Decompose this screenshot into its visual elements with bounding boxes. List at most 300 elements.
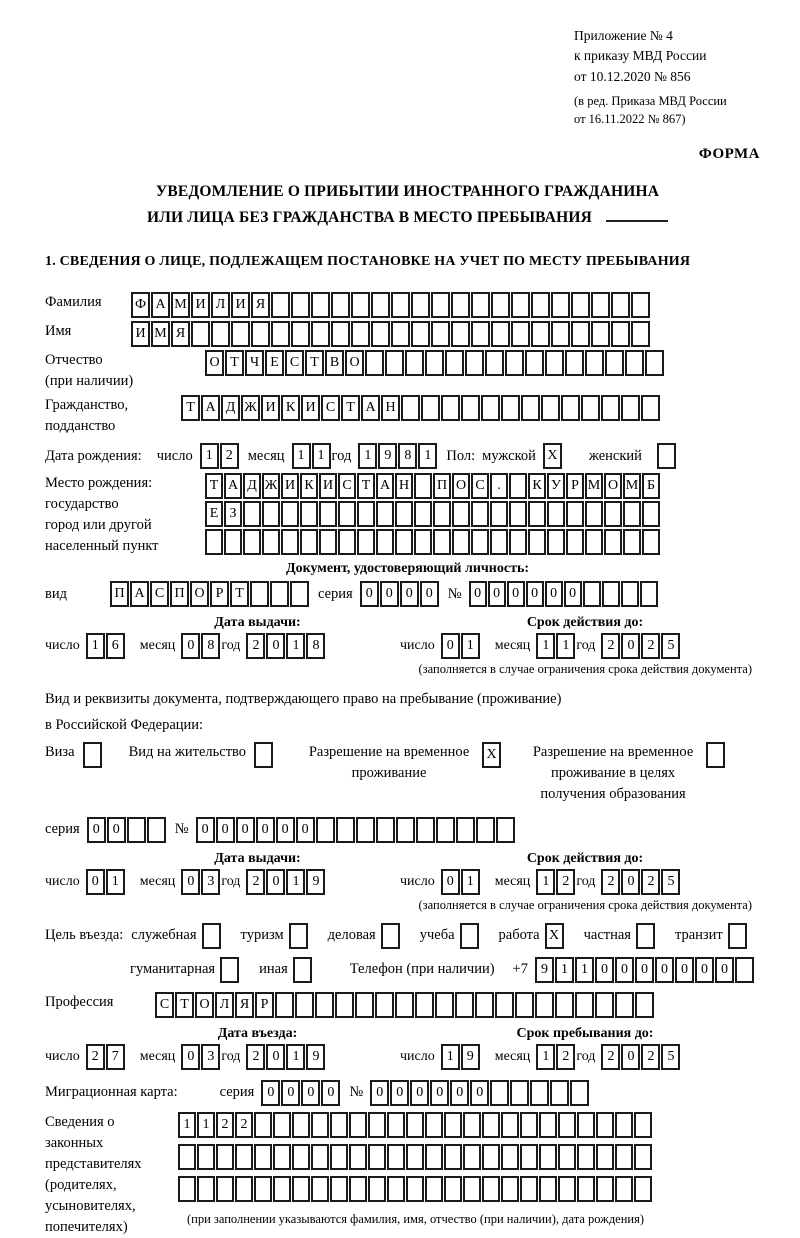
form-cell[interactable] <box>254 1176 272 1202</box>
form-cell[interactable] <box>465 350 484 376</box>
form-cell[interactable] <box>550 1080 569 1106</box>
form-cell[interactable]: 2 <box>601 633 620 659</box>
form-cell[interactable] <box>435 992 454 1018</box>
form-cell[interactable] <box>83 742 102 768</box>
migration-seriya-cells[interactable] <box>261 1080 341 1106</box>
form-cell[interactable] <box>178 1176 196 1202</box>
form-cell[interactable] <box>461 395 480 421</box>
form-cell[interactable] <box>510 1080 529 1106</box>
form-cell[interactable] <box>565 350 584 376</box>
form-cell[interactable] <box>441 395 460 421</box>
form-cell[interactable] <box>433 529 451 555</box>
form-cell[interactable] <box>293 957 312 983</box>
form-cell[interactable] <box>251 321 270 347</box>
form-cell[interactable]: Я <box>251 292 270 318</box>
form-cell[interactable]: 0 <box>301 1080 320 1106</box>
form-cell[interactable] <box>444 1176 462 1202</box>
form-cell[interactable]: 1 <box>536 869 555 895</box>
purpose-chastnaya-checkbox[interactable] <box>636 923 660 949</box>
form-cell[interactable] <box>368 1112 386 1138</box>
res-issue-month-cells[interactable] <box>181 869 221 895</box>
form-cell[interactable] <box>178 1144 196 1170</box>
form-cell[interactable] <box>520 1112 538 1138</box>
form-cell[interactable]: 0 <box>261 1080 280 1106</box>
form-cell[interactable]: 0 <box>488 581 506 607</box>
form-cell[interactable] <box>351 292 370 318</box>
form-cell[interactable] <box>425 1112 443 1138</box>
form-cell[interactable] <box>615 992 634 1018</box>
form-cell[interactable]: И <box>191 292 210 318</box>
form-cell[interactable]: Т <box>230 581 249 607</box>
form-cell[interactable] <box>243 529 261 555</box>
citizenship-cells[interactable] <box>181 395 661 421</box>
form-cell[interactable] <box>566 529 584 555</box>
form-cell[interactable] <box>471 292 490 318</box>
form-cell[interactable] <box>631 321 650 347</box>
stay-year-cells[interactable] <box>601 1044 681 1070</box>
form-cell[interactable] <box>433 501 451 527</box>
form-cell[interactable] <box>509 473 527 499</box>
form-cell[interactable]: К <box>281 395 300 421</box>
form-cell[interactable]: З <box>224 501 242 527</box>
form-cell[interactable]: 0 <box>236 817 255 843</box>
form-cell[interactable]: 1 <box>200 443 219 469</box>
form-cell[interactable]: 0 <box>181 869 200 895</box>
form-cell[interactable]: 0 <box>181 633 200 659</box>
form-cell[interactable] <box>414 529 432 555</box>
form-cell[interactable] <box>471 321 490 347</box>
form-cell[interactable]: 0 <box>430 1080 449 1106</box>
form-cell[interactable] <box>338 529 356 555</box>
birthplace-cells-row3[interactable] <box>205 529 661 555</box>
form-cell[interactable]: И <box>261 395 280 421</box>
form-cell[interactable]: 0 <box>181 1044 200 1070</box>
form-cell[interactable] <box>611 292 630 318</box>
form-cell[interactable] <box>539 1176 557 1202</box>
form-cell[interactable] <box>558 1144 576 1170</box>
form-cell[interactable] <box>634 1144 652 1170</box>
form-cell[interactable] <box>281 529 299 555</box>
form-cell[interactable]: И <box>319 473 337 499</box>
form-cell[interactable] <box>262 529 280 555</box>
form-cell[interactable] <box>220 957 239 983</box>
form-cell[interactable]: 1 <box>536 633 555 659</box>
form-cell[interactable] <box>319 529 337 555</box>
form-cell[interactable]: 1 <box>86 633 105 659</box>
form-cell[interactable] <box>482 1144 500 1170</box>
form-cell[interactable] <box>395 992 414 1018</box>
form-cell[interactable]: 0 <box>400 581 419 607</box>
form-cell[interactable] <box>451 292 470 318</box>
form-cell[interactable] <box>291 321 310 347</box>
form-cell[interactable]: А <box>361 395 380 421</box>
form-cell[interactable]: 2 <box>641 633 660 659</box>
form-cell[interactable]: 0 <box>526 581 544 607</box>
birth-day-cells[interactable] <box>200 443 240 469</box>
form-cell[interactable]: 5 <box>661 869 680 895</box>
form-cell[interactable] <box>511 321 530 347</box>
form-cell[interactable] <box>706 742 725 768</box>
form-cell[interactable] <box>127 817 146 843</box>
form-cell[interactable] <box>735 957 754 983</box>
form-cell[interactable] <box>471 501 489 527</box>
form-cell[interactable]: 0 <box>564 581 582 607</box>
form-cell[interactable] <box>555 992 574 1018</box>
form-cell[interactable]: 1 <box>286 633 305 659</box>
form-cell[interactable]: 2 <box>601 869 620 895</box>
form-cell[interactable]: Ч <box>245 350 264 376</box>
form-cell[interactable]: А <box>224 473 242 499</box>
form-cell[interactable]: О <box>190 581 209 607</box>
form-cell[interactable] <box>625 350 644 376</box>
form-cell[interactable] <box>381 923 400 949</box>
form-cell[interactable]: Т <box>341 395 360 421</box>
form-cell[interactable]: 1 <box>536 1044 555 1070</box>
patronymic-cells[interactable] <box>205 350 665 376</box>
form-cell[interactable] <box>520 1176 538 1202</box>
form-cell[interactable]: В <box>325 350 344 376</box>
form-cell[interactable] <box>371 321 390 347</box>
form-cell[interactable]: 3 <box>201 869 220 895</box>
form-cell[interactable] <box>349 1176 367 1202</box>
form-cell[interactable] <box>547 529 565 555</box>
form-cell[interactable]: 0 <box>595 957 614 983</box>
form-cell[interactable] <box>547 501 565 527</box>
form-cell[interactable]: 0 <box>470 1080 489 1106</box>
form-cell[interactable] <box>290 581 309 607</box>
form-cell[interactable] <box>273 1176 291 1202</box>
form-cell[interactable]: 1 <box>575 957 594 983</box>
form-cell[interactable] <box>311 1176 329 1202</box>
form-cell[interactable] <box>481 395 500 421</box>
form-cell[interactable] <box>416 817 435 843</box>
form-cell[interactable] <box>224 529 242 555</box>
form-cell[interactable] <box>604 501 622 527</box>
purpose-ucheba-checkbox[interactable] <box>460 923 484 949</box>
form-cell[interactable] <box>631 292 650 318</box>
form-cell[interactable] <box>501 1176 519 1202</box>
form-cell[interactable]: 0 <box>621 869 640 895</box>
form-cell[interactable]: 1 <box>556 633 575 659</box>
form-cell[interactable]: О <box>195 992 214 1018</box>
form-cell[interactable] <box>254 1112 272 1138</box>
form-cell[interactable] <box>391 292 410 318</box>
form-cell[interactable] <box>406 1176 424 1202</box>
form-cell[interactable]: 0 <box>621 1044 640 1070</box>
form-cell[interactable] <box>391 321 410 347</box>
form-cell[interactable] <box>490 529 508 555</box>
form-cell[interactable]: М <box>585 473 603 499</box>
form-cell[interactable] <box>634 1176 652 1202</box>
form-cell[interactable] <box>292 1144 310 1170</box>
form-cell[interactable]: Я <box>235 992 254 1018</box>
form-cell[interactable]: Р <box>566 473 584 499</box>
form-cell[interactable]: 1 <box>312 443 331 469</box>
form-cell[interactable] <box>376 817 395 843</box>
form-cell[interactable]: 0 <box>615 957 634 983</box>
form-cell[interactable] <box>635 992 654 1018</box>
form-cell[interactable] <box>411 321 430 347</box>
form-cell[interactable] <box>585 529 603 555</box>
form-cell[interactable]: 2 <box>246 633 265 659</box>
form-cell[interactable]: О <box>604 473 622 499</box>
purpose-rabota-checkbox[interactable] <box>545 923 569 949</box>
form-cell[interactable] <box>531 292 550 318</box>
form-cell[interactable] <box>482 1112 500 1138</box>
res-valid-day-cells[interactable] <box>441 869 481 895</box>
form-cell[interactable] <box>254 1144 272 1170</box>
form-cell[interactable] <box>585 501 603 527</box>
form-cell[interactable] <box>292 1112 310 1138</box>
form-cell[interactable] <box>615 1112 633 1138</box>
form-cell[interactable]: 2 <box>601 1044 620 1070</box>
form-cell[interactable] <box>501 1144 519 1170</box>
valid-day-cells[interactable] <box>441 633 481 659</box>
form-cell[interactable]: М <box>151 321 170 347</box>
form-cell[interactable]: 8 <box>201 633 220 659</box>
form-cell[interactable]: 0 <box>441 633 460 659</box>
form-cell[interactable] <box>431 292 450 318</box>
purpose-turizm-checkbox[interactable] <box>289 923 313 949</box>
form-cell[interactable] <box>401 395 420 421</box>
form-cell[interactable] <box>330 1176 348 1202</box>
form-cell[interactable] <box>615 1176 633 1202</box>
form-cell[interactable] <box>376 501 394 527</box>
form-cell[interactable]: С <box>321 395 340 421</box>
form-cell[interactable]: Т <box>205 473 223 499</box>
form-cell[interactable] <box>452 529 470 555</box>
form-cell[interactable] <box>292 1176 310 1202</box>
sex-female-checkbox[interactable] <box>657 443 677 469</box>
form-cell[interactable] <box>357 501 375 527</box>
form-cell[interactable]: А <box>376 473 394 499</box>
form-cell[interactable]: Т <box>181 395 200 421</box>
valid-month-cells[interactable] <box>536 633 576 659</box>
form-cell[interactable] <box>295 992 314 1018</box>
form-cell[interactable] <box>436 817 455 843</box>
form-cell[interactable]: 9 <box>378 443 397 469</box>
form-cell[interactable]: 9 <box>306 1044 325 1070</box>
form-cell[interactable]: Т <box>305 350 324 376</box>
form-cell[interactable]: 0 <box>675 957 694 983</box>
form-cell[interactable] <box>330 1144 348 1170</box>
form-cell[interactable]: 1 <box>461 869 480 895</box>
res-valid-year-cells[interactable] <box>601 869 681 895</box>
form-cell[interactable] <box>601 395 620 421</box>
form-cell[interactable]: С <box>471 473 489 499</box>
phone-cells[interactable] <box>535 957 755 983</box>
form-cell[interactable] <box>356 817 375 843</box>
doc-seriya-cells[interactable] <box>360 581 440 607</box>
form-cell[interactable]: О <box>345 350 364 376</box>
form-cell[interactable]: 1 <box>555 957 574 983</box>
form-cell[interactable]: 8 <box>398 443 417 469</box>
form-cell[interactable]: Р <box>255 992 274 1018</box>
form-cell[interactable] <box>645 350 664 376</box>
form-cell[interactable]: С <box>155 992 174 1018</box>
form-cell[interactable] <box>211 321 230 347</box>
form-cell[interactable] <box>331 321 350 347</box>
form-cell[interactable] <box>558 1112 576 1138</box>
form-cell[interactable] <box>577 1144 595 1170</box>
form-cell[interactable] <box>596 1144 614 1170</box>
form-cell[interactable]: 0 <box>360 581 379 607</box>
form-cell[interactable]: 0 <box>441 869 460 895</box>
form-cell[interactable] <box>371 292 390 318</box>
form-cell[interactable] <box>456 817 475 843</box>
form-cell[interactable]: 1 <box>441 1044 460 1070</box>
form-cell[interactable]: 2 <box>220 443 239 469</box>
form-cell[interactable] <box>535 992 554 1018</box>
form-cell[interactable] <box>539 1112 557 1138</box>
form-cell[interactable] <box>396 817 415 843</box>
form-cell[interactable] <box>216 1144 234 1170</box>
purpose-sluzhebnaya-checkbox[interactable] <box>202 923 226 949</box>
form-cell[interactable]: И <box>231 292 250 318</box>
form-cell[interactable] <box>611 321 630 347</box>
stay-day-cells[interactable] <box>441 1044 481 1070</box>
form-cell[interactable] <box>271 292 290 318</box>
form-cell[interactable]: 2 <box>86 1044 105 1070</box>
form-cell[interactable] <box>425 350 444 376</box>
form-cell[interactable] <box>460 923 479 949</box>
form-cell[interactable]: 8 <box>306 633 325 659</box>
form-cell[interactable]: Л <box>215 992 234 1018</box>
form-cell[interactable] <box>270 581 289 607</box>
stay-month-cells[interactable] <box>536 1044 576 1070</box>
form-cell[interactable] <box>642 529 660 555</box>
form-cell[interactable] <box>452 501 470 527</box>
res-issue-day-cells[interactable] <box>86 869 126 895</box>
form-cell[interactable] <box>571 321 590 347</box>
form-cell[interactable]: 2 <box>216 1112 234 1138</box>
form-cell[interactable]: 0 <box>635 957 654 983</box>
form-cell[interactable] <box>515 992 534 1018</box>
form-cell[interactable] <box>509 529 527 555</box>
profession-cells[interactable] <box>155 992 655 1018</box>
form-cell[interactable] <box>414 501 432 527</box>
form-cell[interactable]: Т <box>175 992 194 1018</box>
temp-residence-checkbox[interactable] <box>482 742 502 768</box>
form-cell[interactable]: Б <box>642 473 660 499</box>
form-cell[interactable]: 5 <box>661 1044 680 1070</box>
birthplace-cells-row1[interactable] <box>205 473 661 499</box>
form-cell[interactable]: 1 <box>358 443 377 469</box>
form-cell[interactable] <box>728 923 747 949</box>
form-cell[interactable] <box>640 581 658 607</box>
res-valid-month-cells[interactable] <box>536 869 576 895</box>
form-cell[interactable] <box>558 1176 576 1202</box>
form-cell[interactable]: Л <box>211 292 230 318</box>
form-cell[interactable]: И <box>281 473 299 499</box>
form-cell[interactable] <box>387 1144 405 1170</box>
form-cell[interactable] <box>406 1144 424 1170</box>
form-cell[interactable]: 0 <box>216 817 235 843</box>
form-cell[interactable] <box>530 1080 549 1106</box>
form-cell[interactable]: X <box>543 443 562 469</box>
form-cell[interactable] <box>191 321 210 347</box>
form-cell[interactable]: С <box>285 350 304 376</box>
form-cell[interactable]: 0 <box>695 957 714 983</box>
form-cell[interactable] <box>641 395 660 421</box>
form-cell[interactable] <box>300 501 318 527</box>
form-cell[interactable]: 3 <box>201 1044 220 1070</box>
doc-kind-cells[interactable] <box>110 581 310 607</box>
form-cell[interactable] <box>591 292 610 318</box>
form-cell[interactable]: 2 <box>235 1112 253 1138</box>
form-cell[interactable] <box>335 992 354 1018</box>
form-cell[interactable] <box>316 817 335 843</box>
form-cell[interactable] <box>375 992 394 1018</box>
form-cell[interactable]: Н <box>381 395 400 421</box>
form-cell[interactable] <box>575 992 594 1018</box>
form-cell[interactable] <box>300 529 318 555</box>
form-cell[interactable]: Е <box>265 350 284 376</box>
form-cell[interactable] <box>475 992 494 1018</box>
form-cell[interactable] <box>571 292 590 318</box>
form-cell[interactable]: П <box>433 473 451 499</box>
form-cell[interactable]: Т <box>225 350 244 376</box>
form-cell[interactable] <box>147 817 166 843</box>
form-cell[interactable] <box>528 529 546 555</box>
form-cell[interactable]: 0 <box>469 581 487 607</box>
birth-month-cells[interactable] <box>292 443 332 469</box>
form-cell[interactable]: 0 <box>256 817 275 843</box>
form-cell[interactable]: 0 <box>655 957 674 983</box>
form-cell[interactable] <box>235 1176 253 1202</box>
migration-number-cells[interactable] <box>370 1080 590 1106</box>
form-cell[interactable]: Ж <box>262 473 280 499</box>
form-cell[interactable] <box>444 1144 462 1170</box>
form-cell[interactable]: 0 <box>370 1080 389 1106</box>
form-cell[interactable] <box>330 1112 348 1138</box>
form-cell[interactable]: X <box>482 742 501 768</box>
form-cell[interactable] <box>231 321 250 347</box>
form-cell[interactable] <box>271 321 290 347</box>
form-cell[interactable] <box>451 321 470 347</box>
form-cell[interactable] <box>566 501 584 527</box>
issue-day-cells[interactable] <box>86 633 126 659</box>
form-cell[interactable]: А <box>130 581 149 607</box>
form-cell[interactable] <box>411 292 430 318</box>
form-cell[interactable] <box>311 321 330 347</box>
form-cell[interactable] <box>463 1144 481 1170</box>
form-cell[interactable]: Т <box>357 473 375 499</box>
representatives-cells-row3[interactable] <box>178 1176 653 1202</box>
form-cell[interactable]: И <box>301 395 320 421</box>
form-cell[interactable] <box>551 292 570 318</box>
form-cell[interactable] <box>520 1144 538 1170</box>
form-cell[interactable] <box>336 817 355 843</box>
form-cell[interactable]: 0 <box>450 1080 469 1106</box>
form-cell[interactable] <box>376 529 394 555</box>
form-cell[interactable] <box>485 350 504 376</box>
form-cell[interactable]: Р <box>210 581 229 607</box>
form-cell[interactable]: О <box>205 350 224 376</box>
form-cell[interactable] <box>491 321 510 347</box>
form-cell[interactable] <box>463 1176 481 1202</box>
form-cell[interactable]: У <box>547 473 565 499</box>
form-cell[interactable] <box>490 501 508 527</box>
form-cell[interactable] <box>338 501 356 527</box>
form-cell[interactable] <box>591 321 610 347</box>
entry-year-cells[interactable] <box>246 1044 326 1070</box>
form-cell[interactable]: 9 <box>461 1044 480 1070</box>
form-cell[interactable]: 0 <box>281 1080 300 1106</box>
form-cell[interactable] <box>331 292 350 318</box>
form-cell[interactable]: 0 <box>410 1080 429 1106</box>
form-cell[interactable]: Я <box>171 321 190 347</box>
